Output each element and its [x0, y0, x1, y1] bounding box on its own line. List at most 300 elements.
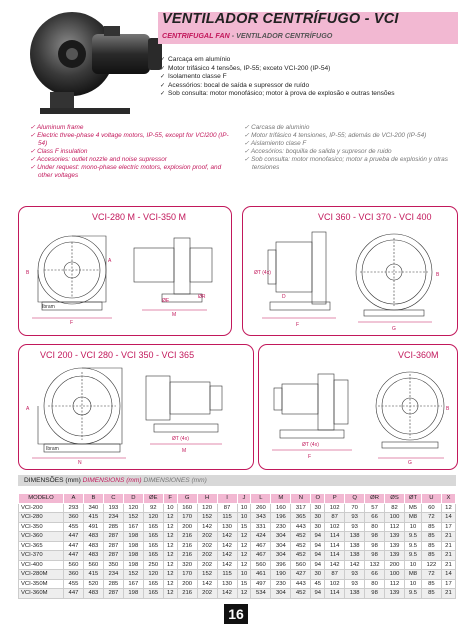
table-cell: 114 [325, 551, 345, 561]
feature-pt-item: ✓ Acessórios: bocal de saída e supressor de ruído [160, 82, 460, 91]
table-cell: 12 [237, 532, 251, 542]
table-cell: 21 [441, 589, 455, 599]
table-cell: 98 [365, 551, 385, 561]
table-cell: 142 [217, 589, 237, 599]
table-header-cell: I [217, 494, 237, 504]
dim-label-G: G [408, 460, 412, 466]
table-cell: 30 [311, 503, 325, 513]
feature-en-item: ✓ Under request: mono-phase electric motors, explosion proof, and other voltages [30, 164, 230, 180]
table-cell: 85 [421, 541, 441, 551]
table-cell: 287 [103, 589, 123, 599]
page-subtitle [162, 31, 332, 40]
panel-4-drawing [262, 360, 454, 466]
table-cell: 190 [271, 570, 291, 580]
table-cell: 360 [64, 570, 84, 580]
table-cell-model: VCI-200 [19, 503, 64, 513]
panel-4-label: VCI-360M [398, 350, 439, 360]
table-cell: 320 [177, 560, 197, 570]
table-cell-model: VCI-350M [19, 579, 64, 589]
table-header-cell: B [83, 494, 103, 504]
table-cell: 193 [103, 503, 123, 513]
table-cell: 483 [83, 541, 103, 551]
table-cell: 152 [123, 513, 143, 523]
table-cell: 9.5 [405, 589, 422, 599]
table-header-cell: ØT [405, 494, 422, 504]
table-header-cell: O [311, 494, 325, 504]
features-es [244, 124, 454, 172]
table-row [19, 589, 456, 599]
table-cell: 287 [103, 541, 123, 551]
table-cell: 138 [345, 551, 365, 561]
table-cell: 12 [163, 541, 177, 551]
table-cell: 165 [143, 532, 163, 542]
page-number: 16 [224, 604, 248, 624]
table-cell: 85 [421, 579, 441, 589]
table-header-cell: U [421, 494, 441, 504]
table-cell: 12 [163, 532, 177, 542]
table-cell: 467 [251, 541, 271, 551]
table-cell: 483 [83, 589, 103, 599]
table-cell: 350 [103, 560, 123, 570]
dim-label-D: D [282, 294, 286, 300]
panel-3-drawing [22, 360, 250, 466]
table-cell: 132 [365, 560, 385, 570]
table-cell: 30 [311, 522, 325, 532]
table-cell: 45 [311, 579, 325, 589]
table-cell: 17 [441, 522, 455, 532]
table-cell: 447 [64, 541, 84, 551]
table-cell: 115 [217, 513, 237, 523]
table-cell: 10 [237, 513, 251, 523]
table-cell: 234 [103, 513, 123, 523]
dim-label-DT: ØT (4x) [302, 442, 319, 448]
table-header-cell: M [271, 494, 291, 504]
table-cell: 92 [143, 503, 163, 513]
table-header-cell: ØS [385, 494, 405, 504]
table-cell: 66 [365, 570, 385, 580]
table-header-cell: MODELO [19, 494, 64, 504]
feature-es-item: ✓ Motor trifásico 4 tensiones, IP-55; además de VCI-200 (IP-54) [244, 132, 454, 140]
table-cell: 114 [325, 532, 345, 542]
table-cell: 142 [217, 532, 237, 542]
table-cell: 30 [311, 570, 325, 580]
table-header-cell: X [441, 494, 455, 504]
table-cell: 12 [163, 560, 177, 570]
table-cell: 138 [345, 541, 365, 551]
dim-label-B: B [26, 270, 30, 276]
table-cell: 160 [177, 503, 197, 513]
table-cell: 87 [217, 503, 237, 513]
table-cell: 102 [325, 579, 345, 589]
table-cell: 12 [237, 560, 251, 570]
table-cell: 138 [345, 532, 365, 542]
table-cell: 9.5 [405, 532, 422, 542]
panel-3-label: VCI 200 - VCI 280 - VCI 350 - VCI 365 [40, 350, 195, 360]
table-cell: 94 [311, 551, 325, 561]
dimensions-label-es: DIMENSIONES (mm) [143, 477, 207, 484]
table-cell: 57 [365, 503, 385, 513]
panel-2-drawing [246, 222, 454, 332]
table-cell: 160 [271, 503, 291, 513]
table-cell: 120 [197, 503, 217, 513]
table-cell-model: VCI-400 [19, 560, 64, 570]
table-cell: 452 [291, 551, 311, 561]
table-cell: 12 [163, 522, 177, 532]
table-cell: 216 [177, 551, 197, 561]
table-cell: 139 [385, 532, 405, 542]
table-cell: 198 [123, 589, 143, 599]
table-cell: 142 [217, 560, 237, 570]
table-cell: 443 [291, 579, 311, 589]
table-cell: 452 [291, 541, 311, 551]
table-cell: 142 [345, 560, 365, 570]
table-cell: 9.5 [405, 551, 422, 561]
table-cell: 93 [345, 579, 365, 589]
table-cell: 98 [365, 532, 385, 542]
table-row [19, 570, 456, 580]
table-cell: 467 [251, 551, 271, 561]
dim-label-A: A [108, 258, 112, 264]
fan-photo [20, 8, 170, 116]
feature-pt-item: ✓ Isolamento classe F [160, 73, 460, 82]
table-cell: 98 [365, 589, 385, 599]
table-header-cell: Q [345, 494, 365, 504]
table-cell: 120 [143, 570, 163, 580]
table-cell: 21 [441, 560, 455, 570]
table-header-cell: G [177, 494, 197, 504]
table-cell: 152 [197, 513, 217, 523]
table-row [19, 532, 456, 542]
table-cell: 260 [251, 503, 271, 513]
table-row [19, 522, 456, 532]
table-cell: M5 [405, 503, 422, 513]
table-cell: 491 [83, 522, 103, 532]
dim-label-F: F [70, 320, 74, 326]
table-cell: 139 [385, 541, 405, 551]
table-cell: 560 [83, 560, 103, 570]
table-cell: 87 [325, 570, 345, 580]
table-cell: 87 [325, 513, 345, 523]
table-header-cell: C [103, 494, 123, 504]
table-cell: 130 [217, 579, 237, 589]
table-cell: 452 [291, 589, 311, 599]
table-cell: 12 [163, 551, 177, 561]
dim-label-G: G [392, 326, 396, 332]
table-cell: 455 [64, 522, 84, 532]
table-cell: 93 [345, 513, 365, 523]
table-cell: 15 [237, 522, 251, 532]
table-cell: 200 [177, 579, 197, 589]
table-cell: 167 [123, 579, 143, 589]
table-cell: 230 [271, 579, 291, 589]
table-cell: 66 [365, 513, 385, 523]
table-cell: 165 [143, 541, 163, 551]
table-cell: 14 [441, 513, 455, 523]
table-cell: 170 [177, 513, 197, 523]
table-cell: 415 [83, 513, 103, 523]
dimensions-label-strip [18, 475, 456, 486]
table-cell: M8 [405, 570, 422, 580]
table-cell: 230 [271, 522, 291, 532]
dim-label-F: F [296, 322, 300, 328]
table-cell: 396 [271, 560, 291, 570]
dim-label-A: A [26, 406, 30, 412]
table-cell: 198 [123, 532, 143, 542]
table-cell: 170 [177, 570, 197, 580]
dimensions-table [18, 493, 456, 599]
table-cell: 102 [325, 522, 345, 532]
feature-en-item: ✓ Aluminum frame [30, 124, 230, 132]
table-cell: 10 [237, 570, 251, 580]
table-cell: 120 [143, 513, 163, 523]
table-cell: 427 [291, 570, 311, 580]
table-cell: 216 [177, 532, 197, 542]
dim-label-DR: ØR [198, 294, 206, 300]
table-cell: 560 [291, 560, 311, 570]
feature-en-item: ✓ Electric three-phase 4 voltage motors, IP-55, except for VCI200 (IP-54) [30, 132, 230, 148]
table-cell: 9.5 [405, 541, 422, 551]
table-cell: 198 [123, 551, 143, 561]
panel-1-drawing [22, 222, 228, 332]
table-cell: 12 [163, 579, 177, 589]
table-cell: 196 [271, 513, 291, 523]
table-cell-model: VCI-370 [19, 551, 64, 561]
table-row [19, 579, 456, 589]
table-cell: 12 [441, 503, 455, 513]
table-cell: 100 [385, 570, 405, 580]
table-cell: 152 [123, 570, 143, 580]
table-cell: 455 [64, 579, 84, 589]
table-cell: 30 [311, 513, 325, 523]
table-cell: 93 [345, 522, 365, 532]
table-cell: 216 [177, 589, 197, 599]
table-cell: 304 [271, 532, 291, 542]
table-cell: 216 [177, 541, 197, 551]
table-cell: 142 [217, 551, 237, 561]
table-cell: 112 [385, 522, 405, 532]
table-cell: 452 [291, 532, 311, 542]
table-cell: 250 [143, 560, 163, 570]
table-cell: 21 [441, 532, 455, 542]
table-cell: 165 [143, 522, 163, 532]
table-cell: 115 [217, 570, 237, 580]
feature-en-item: ✓ Accesories: outlet nozzle and noise supressor [30, 156, 230, 164]
table-cell: 94 [311, 589, 325, 599]
table-cell: 483 [83, 532, 103, 542]
table-cell: 447 [64, 551, 84, 561]
feature-pt-item: ✓ Motor trifásico 4 tensões, IP-55; exceto VCI-200 (IP-54) [160, 65, 460, 74]
feature-es-item: ✓ Sob consulta: motor monofasico; motor a prueba de explosión y otras tensiones [244, 156, 454, 172]
table-cell: M8 [405, 513, 422, 523]
table-cell: 10 [237, 503, 251, 513]
table-cell: 560 [251, 560, 271, 570]
table-row [19, 551, 456, 561]
table-cell: 165 [143, 551, 163, 561]
table-row [19, 560, 456, 570]
table-cell: 10 [405, 522, 422, 532]
table-cell-model: VCI-280 [19, 513, 64, 523]
table-cell: 165 [143, 589, 163, 599]
dim-label-M: M [172, 312, 177, 318]
table-cell-model: VCI-360 [19, 532, 64, 542]
table-cell: 114 [325, 541, 345, 551]
table-header-cell: N [291, 494, 311, 504]
table-row [19, 503, 456, 513]
table-cell: 21 [441, 541, 455, 551]
table-cell: 94 [311, 560, 325, 570]
table-cell: 14 [441, 570, 455, 580]
table-cell: 15 [237, 579, 251, 589]
table-cell: 85 [421, 532, 441, 542]
table-cell: 94 [311, 541, 325, 551]
feature-en-item: ✓ Class F insulation [30, 148, 230, 156]
table-cell: 85 [421, 522, 441, 532]
table-cell: 10 [163, 503, 177, 513]
table-row [19, 513, 456, 523]
table-cell: 138 [345, 589, 365, 599]
subtitle-en: CENTRIFUGAL FAN [162, 31, 230, 40]
table-cell: 360 [64, 513, 84, 523]
table-cell: 165 [143, 579, 163, 589]
page-title: VENTILADOR CENTRÍFUGO - VCI [162, 11, 399, 27]
dim-label-F: F [308, 454, 312, 460]
table-cell: 234 [103, 570, 123, 580]
table-cell: 200 [385, 560, 405, 570]
table-cell: 285 [103, 579, 123, 589]
panel-2-label: VCI 360 - VCI 370 - VCI 400 [318, 212, 432, 222]
table-cell: 17 [441, 579, 455, 589]
feature-es-item: ✓ Carcasa de aluminio [244, 124, 454, 132]
table-cell: 120 [123, 503, 143, 513]
subtitle-separator: - [229, 31, 237, 40]
table-cell: 304 [271, 589, 291, 599]
table-cell: 142 [197, 579, 217, 589]
table-cell: 200 [177, 522, 197, 532]
dimensions-label-pt: DIMENSÕES (mm) [24, 477, 81, 484]
table-header-cell: ØR [365, 494, 385, 504]
table-cell: 483 [83, 551, 103, 561]
table-cell: 82 [385, 503, 405, 513]
features-pt [160, 56, 460, 99]
table-cell: 94 [311, 532, 325, 542]
table-cell: 340 [83, 503, 103, 513]
table-cell: 365 [291, 513, 311, 523]
table-cell: 139 [385, 589, 405, 599]
features-en [30, 124, 230, 180]
table-cell: 167 [123, 522, 143, 532]
feature-es-item: ✓ Accesórios: boquilla de salida y supresor de ruido [244, 148, 454, 156]
table-cell: 80 [365, 522, 385, 532]
table-cell: 202 [197, 541, 217, 551]
dim-label-B: B [446, 406, 450, 412]
table-cell: 142 [325, 560, 345, 570]
table-cell: 202 [197, 532, 217, 542]
table-cell: 12 [237, 551, 251, 561]
panel-1-label: VCI-280 M - VCI-350 M [92, 212, 187, 222]
table-header-cell: ØE [143, 494, 163, 504]
table-cell: 130 [217, 522, 237, 532]
dim-label-N: N [78, 460, 82, 466]
table-cell: 343 [251, 513, 271, 523]
dim-label-DT: ØT (4x) [254, 270, 271, 276]
table-cell: 202 [197, 589, 217, 599]
table-cell: 60 [421, 503, 441, 513]
table-cell-model: VCI-350 [19, 522, 64, 532]
table-cell: 152 [197, 570, 217, 580]
table-header-cell: A [64, 494, 84, 504]
table-cell: 198 [123, 541, 143, 551]
table-header-row [19, 494, 456, 504]
table-cell: 461 [251, 570, 271, 580]
table-cell: 12 [237, 589, 251, 599]
table-cell: 80 [365, 579, 385, 589]
table-cell: 93 [345, 570, 365, 580]
table-cell: 287 [103, 551, 123, 561]
dim-label-B: B [436, 272, 440, 278]
table-cell: 285 [103, 522, 123, 532]
table-cell: 10 [405, 560, 422, 570]
table-cell: 21 [441, 551, 455, 561]
table-cell: 317 [291, 503, 311, 513]
table-cell: 122 [421, 560, 441, 570]
table-cell: 85 [421, 589, 441, 599]
table-cell: 198 [123, 560, 143, 570]
table-cell: 497 [251, 579, 271, 589]
table-cell: 447 [64, 532, 84, 542]
table-cell: 424 [251, 532, 271, 542]
table-cell: 12 [163, 513, 177, 523]
table-cell: 12 [163, 570, 177, 580]
dim-label-DE: ØE [162, 298, 170, 304]
table-header-cell: L [251, 494, 271, 504]
table-cell: 520 [83, 579, 103, 589]
table-cell: 202 [197, 560, 217, 570]
table-cell: 534 [251, 589, 271, 599]
feature-pt-item: ✓ Carcaça em alumínio [160, 56, 460, 65]
dimensions-label-en: DIMENSIONS (mm) [82, 477, 142, 484]
dim-label-M: M [182, 448, 187, 454]
table-header-cell: P [325, 494, 345, 504]
table-cell: 304 [271, 541, 291, 551]
table-cell: 139 [385, 551, 405, 561]
table-cell: 12 [237, 541, 251, 551]
table-cell: 443 [291, 522, 311, 532]
table-cell: 293 [64, 503, 84, 513]
table-cell: 72 [421, 513, 441, 523]
table-cell: 287 [103, 532, 123, 542]
dim-label-DT: ØT (4x) [172, 436, 189, 442]
table-row [19, 541, 456, 551]
table-cell: 331 [251, 522, 271, 532]
table-cell: 85 [421, 551, 441, 561]
table-cell: 98 [365, 541, 385, 551]
table-cell: 70 [345, 503, 365, 513]
feature-pt-item: ✓ Sob consulta: motor monofásico; motor à prova de explosão e outras tensões [160, 90, 460, 99]
table-cell: 114 [325, 589, 345, 599]
table-cell-model: VCI-365 [19, 541, 64, 551]
table-header-cell: H [197, 494, 217, 504]
brand-label: Ibram [46, 446, 59, 452]
brand-label: Ibram [42, 304, 55, 310]
table-cell: 202 [197, 551, 217, 561]
table-cell-model: VCI-280M [19, 570, 64, 580]
table-cell: 102 [325, 503, 345, 513]
table-cell: 560 [64, 560, 84, 570]
table-cell: 304 [271, 551, 291, 561]
table-header-cell: F [163, 494, 177, 504]
table-cell: 100 [385, 513, 405, 523]
feature-es-item: ✓ Aislamiento clase F [244, 140, 454, 148]
